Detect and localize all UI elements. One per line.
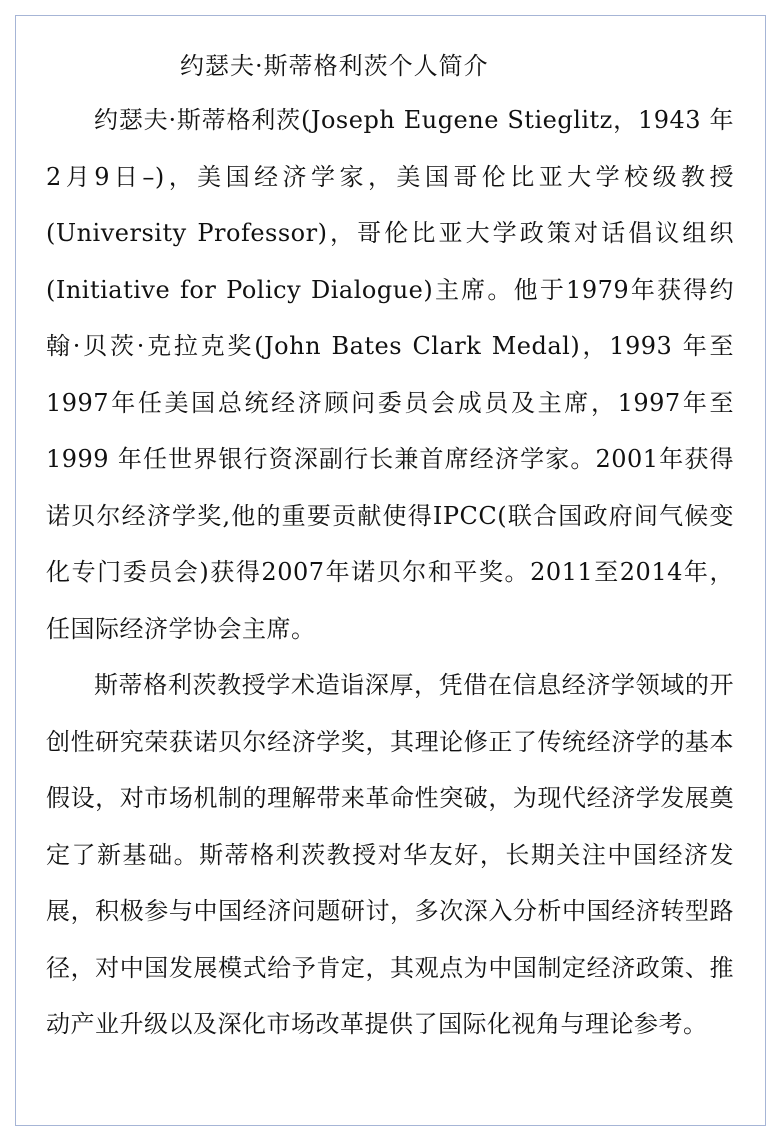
document-title: 约瑟夫·斯蒂格利茨个人简介 — [180, 52, 489, 80]
paragraph-biography: 约瑟夫·斯蒂格利茨(Joseph Eugene Stieglitz，1943 年2月9日–)，美国经济学家，美国哥伦比亚大学校级教授(University Professor)，哥伦比亚大学政策对话倡议组织(Initiative for Policy Dialogue)主席。他于1979年获得约翰·贝茨·克拉克奖(John Bates Clark Medal)，1993 年至1997年任美国总统经济顾问委员会成员及主席，1997年至1999 年任世界银行资深副行长兼首席经济学家。2001年获得诺贝尔经济学奖,他的重要贡献使得IPCC(联合国政府间气候变化专门委员会)获得2007年诺贝尔和平奖。2011至2014年，任国际经济学协会主席。 — [46, 106, 734, 643]
document-body — [46, 40, 734, 1053]
paragraph-contributions: 斯蒂格利茨教授学术造诣深厚，凭借在信息经济学领域的开创性研究荣获诺贝尔经济学奖，其理论修正了传统经济学的基本假设，对市场机制的理解带来革命性突破，为现代经济学发展奠定了新基础。斯蒂格利茨教授对华友好，长期关注中国经济发展，积极参与中国经济问题研讨，多次深入分析中国经济转型路径，对中国发展模式给予肯定，其观点为中国制定经济政策、推动产业升级以及深化市场改革提供了国际化视角与理论参考。 — [46, 671, 734, 1038]
